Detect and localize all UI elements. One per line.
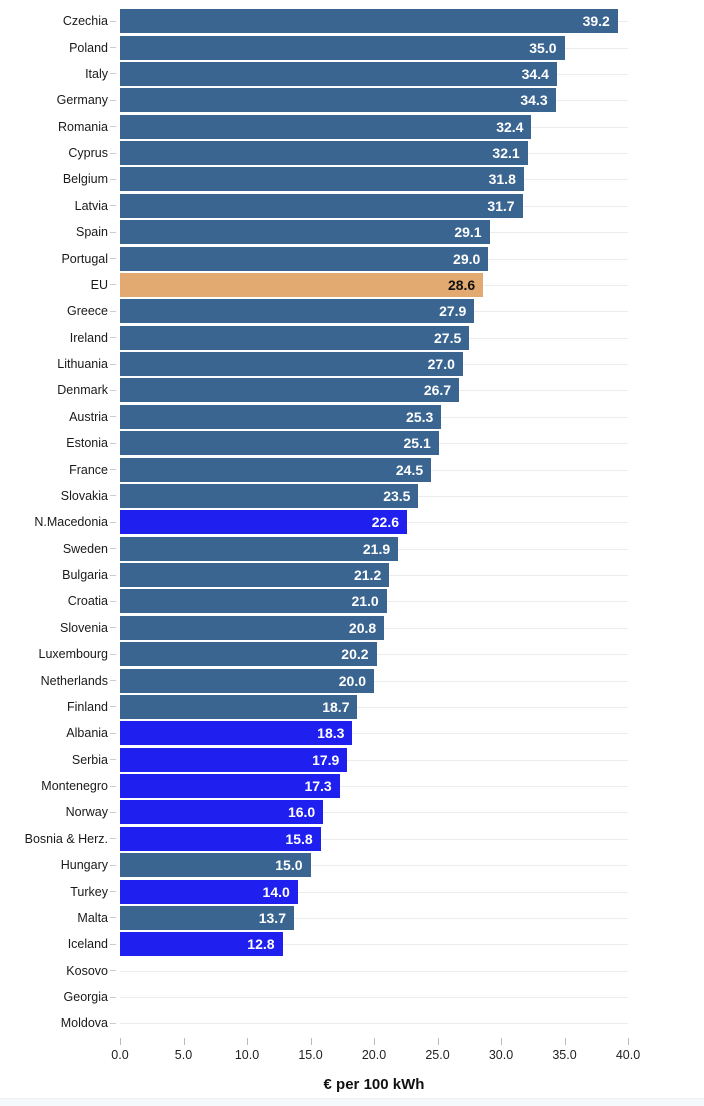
y-tick-mark (110, 759, 116, 760)
x-tick-label: 15.0 (298, 1048, 323, 1062)
bar (120, 273, 483, 297)
country-label: Lithuania (57, 357, 108, 372)
plot-cell (120, 694, 628, 720)
country-label: Croatia (67, 594, 108, 609)
y-tick-mark (110, 21, 116, 22)
plot-cell (120, 536, 628, 562)
chart-row (0, 8, 704, 34)
x-tick-label: 25.0 (425, 1048, 450, 1062)
bar (120, 642, 377, 666)
chart-row (0, 87, 704, 113)
bar-value-label: 26.7 (423, 382, 452, 399)
y-tick-mark (110, 100, 116, 101)
country-label: Albania (66, 726, 108, 741)
country-label: Turkey (70, 884, 108, 899)
bar (120, 141, 528, 165)
bar-value-label: 15.8 (285, 830, 313, 847)
bar-value-label: 39.2 (582, 13, 610, 30)
country-label: Czechia (62, 14, 108, 29)
country-label: Iceland (67, 937, 108, 952)
gridline (120, 971, 628, 972)
chart-row (0, 694, 704, 720)
country-label: Hungary (60, 858, 108, 873)
country-label: Malta (77, 910, 108, 925)
bar (120, 537, 398, 561)
plot-cell (120, 34, 628, 60)
country-label: Poland (69, 40, 108, 55)
chart-row (0, 905, 704, 931)
plot-cell (120, 272, 628, 298)
bar (120, 484, 418, 508)
chart-row (0, 483, 704, 509)
y-tick-mark (110, 891, 116, 892)
y-tick-mark (110, 469, 116, 470)
plot-cell (120, 166, 628, 192)
country-label: Slovakia (60, 488, 108, 503)
bar-value-label: 29.1 (454, 224, 482, 241)
bar (120, 800, 323, 824)
bar (120, 563, 389, 587)
plot-cell (120, 773, 628, 799)
x-tick-mark (247, 1038, 248, 1045)
y-tick-mark (110, 495, 116, 496)
country-label: Bulgaria (62, 568, 108, 583)
bar (120, 378, 459, 402)
country-label: Cyprus (68, 146, 108, 161)
chart-row (0, 298, 704, 324)
bar-value-label: 16.0 (287, 804, 316, 821)
y-tick-mark (110, 812, 116, 813)
plot-cell (120, 377, 628, 403)
plot-cell (120, 878, 628, 904)
chart-row (0, 773, 704, 799)
y-tick-mark (110, 205, 116, 206)
plot-cell (120, 747, 628, 773)
bar-value-label: 22.6 (371, 514, 400, 531)
chart-row (0, 193, 704, 219)
country-label: France (69, 462, 108, 477)
chart-row (0, 878, 704, 904)
bar-value-label: 21.2 (353, 567, 382, 584)
chart-row (0, 140, 704, 166)
bar (120, 220, 490, 244)
chart-row (0, 720, 704, 746)
chart-row (0, 456, 704, 482)
plot-cell (120, 140, 628, 166)
y-tick-mark (110, 179, 116, 180)
bar-value-label: 27.0 (427, 356, 455, 373)
chart-row (0, 615, 704, 641)
bottom-strip (0, 1098, 704, 1106)
chart-row (0, 562, 704, 588)
plot-cell (120, 667, 628, 693)
country-label: Georgia (63, 990, 108, 1005)
y-tick-mark (110, 601, 116, 602)
plot-cell (120, 641, 628, 667)
bar-value-label: 21.9 (362, 540, 391, 557)
bar (120, 62, 557, 86)
country-label: Montenegro (41, 779, 108, 794)
plot-cell (120, 562, 628, 588)
bar (120, 9, 618, 33)
y-tick-mark (110, 390, 116, 391)
plot-cell (120, 509, 628, 535)
bar (120, 36, 565, 60)
y-tick-mark (110, 73, 116, 74)
plot-cell (120, 61, 628, 87)
y-tick-mark (110, 733, 116, 734)
chart-row (0, 641, 704, 667)
plot-cell (120, 114, 628, 140)
x-tick-label: 5.0 (174, 1048, 193, 1062)
country-label: Slovenia (60, 620, 108, 635)
plot-cell (120, 8, 628, 34)
chart-row (0, 114, 704, 140)
x-tick-label: 40.0 (615, 1048, 641, 1062)
country-label: Spain (76, 225, 108, 240)
chart-row (0, 826, 704, 852)
plot-cell (120, 958, 628, 984)
plot-cell (120, 298, 628, 324)
bar-value-label: 27.9 (439, 303, 467, 320)
bar-value-label: 35.0 (529, 39, 557, 56)
chart-row (0, 984, 704, 1010)
y-tick-mark (110, 627, 116, 628)
x-tick-mark (628, 1038, 629, 1045)
y-tick-mark (110, 416, 116, 417)
bar-value-label: 14.0 (262, 883, 290, 900)
plot-cell (120, 483, 628, 509)
plot-cell (120, 245, 628, 271)
bar-value-label: 24.5 (395, 461, 424, 478)
y-tick-mark (110, 284, 116, 285)
country-label: N.Macedonia (34, 515, 108, 530)
chart-row (0, 404, 704, 430)
x-tick-label: 0.0 (111, 1048, 129, 1062)
x-tick-mark (120, 1038, 121, 1045)
y-tick-mark (110, 337, 116, 338)
y-tick-mark (110, 126, 116, 127)
chart-row (0, 588, 704, 614)
bar-value-label: 18.3 (317, 725, 345, 742)
country-label: EU (90, 277, 108, 292)
chart-row (0, 931, 704, 957)
y-tick-mark (110, 47, 116, 48)
x-axis (111, 1038, 641, 1068)
bar-value-label: 32.4 (496, 118, 524, 135)
country-label: Latvia (74, 198, 108, 213)
bar (120, 853, 311, 877)
country-label: Ireland (69, 330, 108, 345)
chart-row (0, 747, 704, 773)
chart-row (0, 430, 704, 456)
bar (120, 510, 407, 534)
bar (120, 458, 431, 482)
bar (120, 299, 474, 323)
y-tick-mark (110, 364, 116, 365)
bar (120, 589, 387, 613)
country-label: Denmark (57, 383, 108, 398)
chart-row (0, 166, 704, 192)
plot-cell (120, 799, 628, 825)
country-label: Greece (67, 304, 108, 319)
x-axis-title: € per 100 kWh (323, 1076, 425, 1093)
bar (120, 695, 357, 719)
bar-value-label: 20.2 (341, 646, 369, 663)
bar-value-label: 31.8 (488, 171, 516, 188)
chart-row (0, 61, 704, 87)
plot-cell (120, 615, 628, 641)
bar-value-label: 25.3 (406, 408, 434, 425)
y-tick-mark (110, 680, 116, 681)
bar-value-label: 15.0 (275, 857, 303, 874)
bar-value-label: 18.7 (322, 698, 350, 715)
chart-row (0, 1010, 704, 1036)
x-tick-mark (501, 1038, 502, 1045)
y-tick-mark (110, 654, 116, 655)
bar (120, 880, 298, 904)
bar-value-label: 13.7 (258, 909, 286, 926)
bar (120, 748, 347, 772)
chart-row (0, 536, 704, 562)
bar (120, 721, 352, 745)
bar (120, 431, 439, 455)
plot-cell (120, 931, 628, 957)
bar-value-label: 32.1 (492, 145, 520, 162)
country-label: Italy (85, 66, 108, 81)
x-tick-label: 35.0 (552, 1048, 577, 1062)
chart-row (0, 667, 704, 693)
y-tick-mark (110, 1023, 116, 1024)
bar (120, 932, 283, 956)
plot-cell (120, 984, 628, 1010)
bar-value-label: 27.5 (434, 329, 462, 346)
bar-value-label: 34.4 (521, 65, 549, 82)
bar-value-label: 23.5 (383, 487, 411, 504)
bar (120, 247, 488, 271)
bar (120, 827, 321, 851)
chart-row (0, 325, 704, 351)
plot-cell (120, 87, 628, 113)
bar-value-label: 31.7 (487, 197, 515, 214)
y-tick-mark (110, 522, 116, 523)
plot-cell (120, 404, 628, 430)
y-tick-mark (110, 548, 116, 549)
bar-value-label: 17.3 (304, 778, 332, 795)
chart-row (0, 245, 704, 271)
bar-value-label: 28.6 (447, 276, 476, 293)
bar (120, 616, 384, 640)
chart-row (0, 272, 704, 298)
plot-cell (120, 219, 628, 245)
bar-value-label: 25.1 (403, 435, 431, 452)
plot-cell (120, 588, 628, 614)
y-tick-mark (110, 786, 116, 787)
country-label: Romania (57, 119, 108, 134)
y-tick-mark (110, 575, 116, 576)
country-label: Estonia (66, 436, 108, 451)
bar-value-label: 21.0 (351, 593, 379, 610)
y-tick-mark (110, 944, 116, 945)
country-label: Sweden (62, 541, 108, 556)
country-label: Moldova (60, 1016, 108, 1031)
x-tick-mark (374, 1038, 375, 1045)
plot-cell (120, 720, 628, 746)
bar-value-label: 34.3 (520, 92, 548, 109)
y-tick-mark (110, 865, 116, 866)
country-label: Serbia (71, 752, 108, 767)
bar-value-label: 12.8 (247, 936, 275, 953)
country-label: Luxembourg (38, 647, 108, 662)
bar-value-label: 29.0 (453, 250, 481, 267)
chart-row (0, 34, 704, 60)
country-label: Germany (56, 93, 108, 108)
chart-row (0, 509, 704, 535)
country-label: Austria (69, 409, 108, 424)
bar (120, 88, 556, 112)
bar-value-label: 20.8 (348, 619, 377, 636)
y-tick-mark (110, 997, 116, 998)
country-label: Kosovo (66, 963, 108, 978)
bar-value-label: 20.0 (338, 672, 366, 689)
plot-cell (120, 826, 628, 852)
bar (120, 405, 441, 429)
bar (120, 115, 531, 139)
chart-row (0, 852, 704, 878)
x-tick-mark (438, 1038, 439, 1045)
y-tick-mark (110, 443, 116, 444)
bar (120, 352, 463, 376)
chart-rows (0, 8, 704, 1037)
chart-row (0, 377, 704, 403)
plot-cell (120, 852, 628, 878)
y-tick-mark (110, 153, 116, 154)
gridline (120, 1023, 628, 1024)
y-tick-mark (110, 917, 116, 918)
y-tick-mark (110, 258, 116, 259)
y-tick-mark (110, 838, 116, 839)
gridline (120, 997, 628, 998)
country-label: Portugal (61, 251, 108, 266)
chart-row (0, 219, 704, 245)
plot-cell (120, 1010, 628, 1036)
bar-value-label: 17.9 (312, 751, 340, 768)
plot-cell (120, 325, 628, 351)
bar (120, 167, 524, 191)
chart-row (0, 351, 704, 377)
x-tick-label: 10.0 (234, 1048, 260, 1062)
x-tick-mark (565, 1038, 566, 1045)
plot-cell (120, 905, 628, 931)
x-tick-label: 30.0 (488, 1048, 514, 1062)
y-tick-mark (110, 706, 116, 707)
plot-cell (120, 430, 628, 456)
plot-cell (120, 351, 628, 377)
bar (120, 669, 374, 693)
bar (120, 774, 340, 798)
country-label: Norway (65, 805, 108, 820)
x-tick-mark (184, 1038, 185, 1045)
country-label: Bosnia & Herz. (24, 831, 108, 846)
country-label: Finland (67, 699, 108, 714)
chart-row (0, 799, 704, 825)
y-tick-mark (110, 232, 116, 233)
y-tick-mark (110, 311, 116, 312)
plot-cell (120, 193, 628, 219)
x-tick-label: 20.0 (361, 1048, 387, 1062)
bar (120, 326, 469, 350)
country-label: Belgium (62, 172, 108, 187)
bar (120, 906, 294, 930)
country-label: Netherlands (40, 673, 108, 688)
x-tick-mark (311, 1038, 312, 1045)
plot-cell (120, 456, 628, 482)
chart-row (0, 958, 704, 984)
bar-chart (0, 8, 704, 1037)
y-tick-mark (110, 970, 116, 971)
bar (120, 194, 523, 218)
